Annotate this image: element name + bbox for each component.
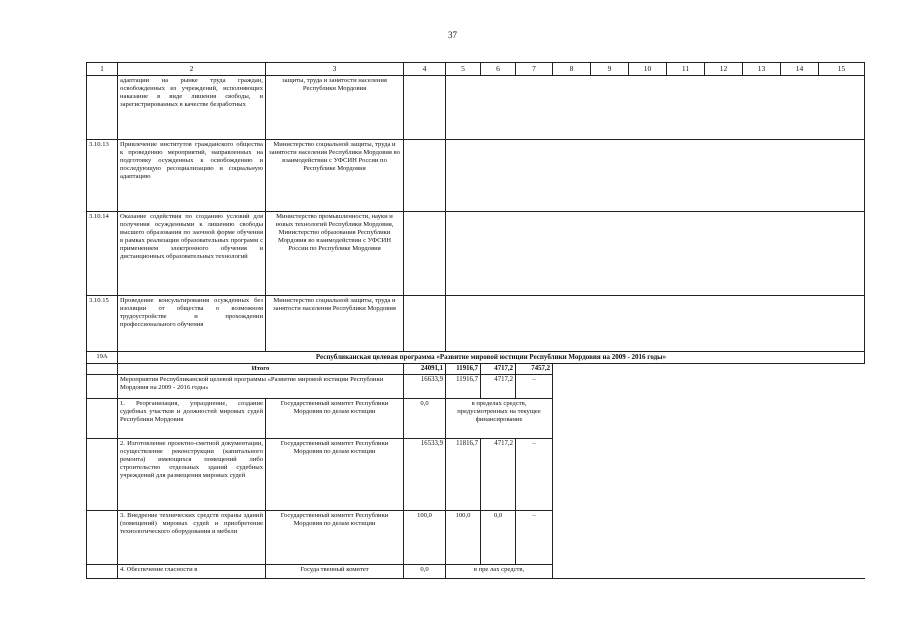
table-row (87, 212, 865, 296)
executor-cell: защиты, труда и занятости населения Республики Мордовия (266, 76, 404, 140)
page-number: 37 (448, 30, 457, 40)
empty-cell (87, 375, 118, 399)
empty-cell (87, 565, 118, 579)
total-value: 24091,1 (404, 364, 446, 375)
empty-cell (446, 296, 865, 352)
value-cell: 0,0 (404, 565, 446, 579)
table-row (87, 296, 865, 352)
empty-cell (553, 511, 865, 565)
executor-cell: Государственный комитет Республики Мордовия по делам юстиции (266, 399, 404, 439)
executor-cell: Государственный комитет Республики Мордовия по делам юстиции (266, 439, 404, 511)
measure-cell: 2. Изготовление проектно-сметной документации, осуществление реконструкции (капитального ремонта) имеющихся помещений либо строительство отдельных зданий судебных учреждений для размещения мировых судей (118, 439, 266, 511)
total-row (87, 364, 865, 375)
program-number: 19А (87, 352, 118, 364)
row-number: 3.10.15 (87, 296, 118, 352)
value-cell: 16633,9 (404, 375, 446, 399)
measures-text: Мероприятия Республиканской целевой программы «Развитие мировой юстиции Республики Мордовия на 2009 - 2016 годы» (118, 375, 404, 399)
header-cell: 11 (667, 63, 705, 76)
table-row (87, 511, 865, 565)
row-number: 3.10.13 (87, 140, 118, 212)
value-cell: 100,0 (446, 511, 481, 565)
measure-cell: 3. Внедрение технических средств охраны зданий (помещений) мировых судей и приобретение технологического оборудования и мебели (118, 511, 266, 565)
value-cell (404, 140, 446, 212)
empty-cell (446, 76, 865, 140)
table-row (87, 439, 865, 511)
table-row (87, 399, 865, 439)
measure-cell: 1. Реорганизация, упразднение, создание судебных участков и должностей мировых судей Республики Мордовия (118, 399, 266, 439)
empty-cell (87, 364, 118, 375)
value-cell: 0,0 (481, 511, 516, 565)
plan-table (86, 62, 865, 579)
header-cell: 15 (819, 63, 865, 76)
value-cell: – (516, 439, 553, 511)
total-value: 11916,7 (446, 364, 481, 375)
funding-note: в пределах средств, предусмотренных на текущее финансирование (446, 399, 553, 439)
header-row (87, 63, 865, 76)
empty-cell (446, 140, 865, 212)
row-number: 3.10.14 (87, 212, 118, 296)
header-cell: 13 (743, 63, 781, 76)
table-row (87, 565, 865, 579)
total-value: 4717,2 (481, 364, 516, 375)
header-cell: 2 (118, 63, 266, 76)
measures-row (87, 375, 865, 399)
value-cell: 100,0 (404, 511, 446, 565)
header-cell: 3 (266, 63, 404, 76)
value-cell: 4717,2 (481, 375, 516, 399)
executor-cell: Министерство промышленности, науки и новых технологий Республики Мордовия, Министерство образования Республики Мордовия во взаимодействии с УФСИН России по Республике Мордовия (266, 212, 404, 296)
measure-cell: Оказание содействия по созданию условий для получения осужденными к лишению свободы высшего образования по заочной форме обучения в рамках реализации образовательных программ с применением электронного обучения и дистанционных образовательных технологий (118, 212, 266, 296)
header-cell: 5 (446, 63, 481, 76)
value-cell (404, 212, 446, 296)
header-cell: 12 (705, 63, 743, 76)
value-cell: – (516, 375, 553, 399)
header-cell: 8 (553, 63, 591, 76)
value-cell: – (516, 511, 553, 565)
empty-cell (553, 439, 865, 511)
empty-cell (87, 511, 118, 565)
header-cell: 6 (481, 63, 516, 76)
program-title: Республиканская целевая программа «Развитие мировой юстиции Республики Мордовия на 2009 - 2016 годы» (118, 352, 865, 364)
header-cell: 14 (781, 63, 819, 76)
table-row (87, 76, 865, 140)
executor-cell: Министерство социальной защиты, труда и занятости населения Республики Мордовия (266, 296, 404, 352)
value-cell: 4717,2 (481, 439, 516, 511)
value-cell (404, 296, 446, 352)
total-label: Итого (118, 364, 404, 375)
executor-cell: Министерство социальной защиты, труда и занятости населения Республики Мордовия во взаимодействии с УФСИН России по Республике Мордовия (266, 140, 404, 212)
header-cell: 4 (404, 63, 446, 76)
value-cell: 16533,9 (404, 439, 446, 511)
value-cell (404, 76, 446, 140)
total-value: 7457,2 (516, 364, 553, 375)
executor-cell: Государственный комитет Республики Мордовия по делам юстиции (266, 511, 404, 565)
measure-cell: адаптации на рынке труда граждан, освобожденных из учреждений, исполняющих наказание в виде лишения свободы, и зарегистрированных в качестве безработных (118, 76, 266, 140)
empty-cell (553, 399, 865, 439)
funding-note: в пре лах средств, (446, 565, 553, 579)
measure-cell: Привлечение институтов гражданского общества к проведению мероприятий, направленных на подготовку осужденных к освобождению и последующую ресоциализацию и социальную адаптацию (118, 140, 266, 212)
value-cell: 11916,7 (446, 375, 481, 399)
measure-cell: Проведение консультирования осужденных без изоляции от общества о возможном трудоустройстве и прохождении профессионального обучения (118, 296, 266, 352)
executor-cell: Госуда твенный комитет (266, 565, 404, 579)
empty-cell (553, 364, 865, 375)
table-row (87, 140, 865, 212)
header-cell: 7 (516, 63, 553, 76)
empty-cell (553, 565, 865, 579)
value-cell: 11816,7 (446, 439, 481, 511)
measure-cell: 4. Обеспечение гласности в (118, 565, 266, 579)
header-cell: 1 (87, 63, 118, 76)
program-row (87, 352, 865, 364)
header-cell: 9 (591, 63, 629, 76)
header-cell: 10 (629, 63, 667, 76)
value-cell: 0,0 (404, 399, 446, 439)
empty-cell (87, 399, 118, 439)
row-number (87, 76, 118, 140)
empty-cell (553, 375, 865, 399)
empty-cell (87, 439, 118, 511)
empty-cell (446, 212, 865, 296)
